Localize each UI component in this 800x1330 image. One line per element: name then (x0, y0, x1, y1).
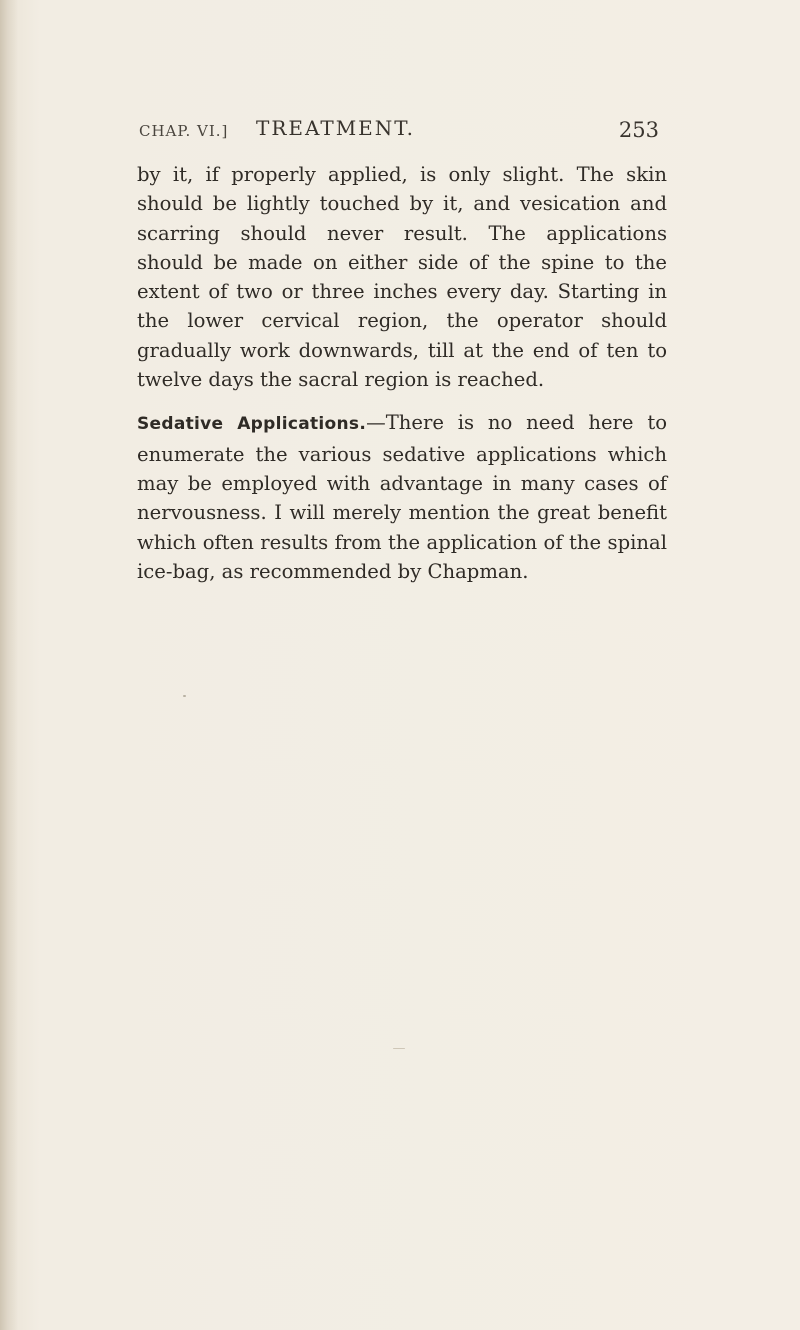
paragraph-1 (137, 160, 667, 394)
paper-speck (183, 695, 186, 697)
paper-mark (393, 1048, 405, 1049)
body-text (137, 160, 667, 586)
running-title: TREATMENT. (256, 116, 416, 140)
paragraph-2 (137, 408, 667, 586)
chapter-reference: CHAP. VI.] (139, 122, 229, 140)
page-number: 253 (618, 118, 659, 142)
binding-gutter-shadow (0, 0, 18, 1330)
running-head (139, 116, 659, 146)
section-side-heading: Sedative Applications. (137, 414, 367, 435)
paragraph-2-text: —There is no need here to enumerate the various sedative applications which may be employed with advantage in many cases of nervousness. I will merely mention the great benefit which often results from the application of the spinal ice-bag, as recommended by Chapman. (137, 411, 667, 583)
paragraph-1-text: by it, if properly applied, is only slight. The skin should be lightly touched by it, and vesication and scarring should never result. The applications should be made on either side of the spine to the extent of two or three inches every day. Starting in the lower cervical region, the operator should gradually work downwards, till at the end of ten to twelve days the sacral region is reached. (137, 163, 667, 392)
